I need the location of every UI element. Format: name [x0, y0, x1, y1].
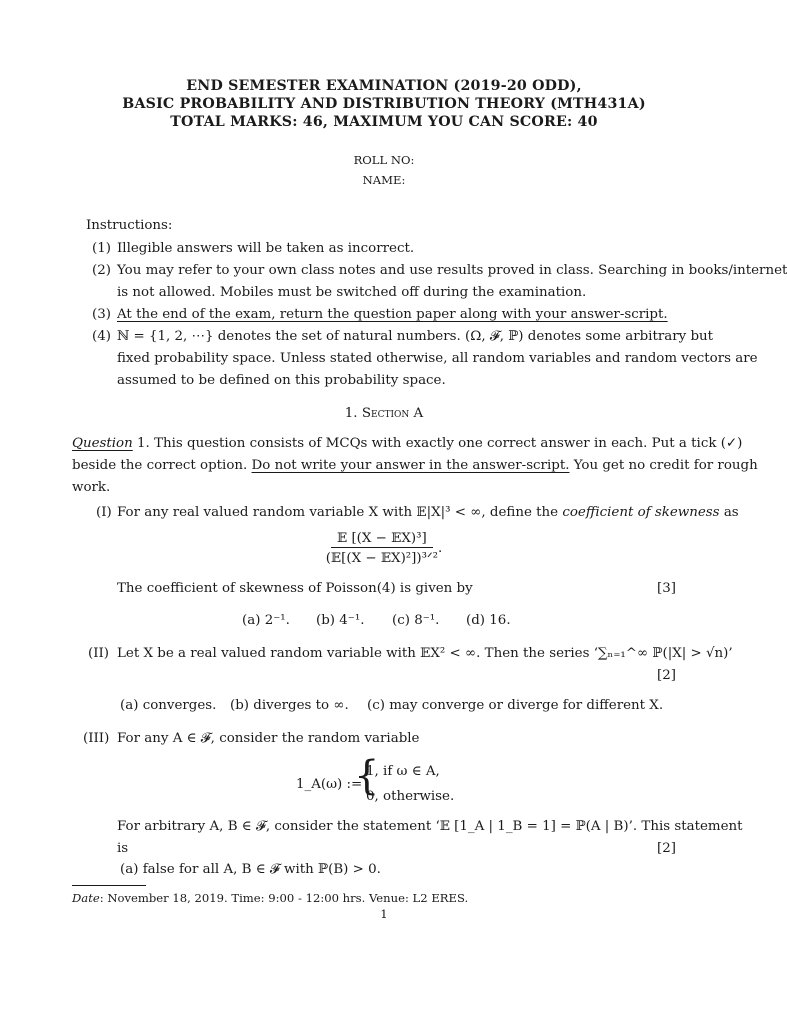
section-number: 1.	[344, 406, 358, 421]
footnote	[72, 891, 468, 905]
left-brace-icon: {	[354, 753, 380, 799]
part-1-text	[117, 505, 739, 520]
indicator-case-2: 0, otherwise.	[366, 789, 455, 804]
formula-denominator: (𝔼[(X − 𝔼X)²])³ᐟ²	[325, 551, 439, 566]
exam-title-line-2: BASIC PROBABILITY AND DISTRIBUTION THEORY (MTH431A)	[122, 96, 646, 112]
option-2b[interactable]: (b) diverges to ∞.	[230, 698, 349, 713]
part-2-text: Let X be a real valued random variable with 𝔼X² < ∞. Then the series ‘∑ₙ₌₁^∞ ℙ(|X| > √n)’	[117, 646, 733, 661]
part-1-label: (I)	[96, 505, 112, 520]
instruction-text: fixed probability space. Unless stated otherwise, all random variables and random vectors are	[117, 351, 758, 366]
part-2-marks: [2]	[657, 668, 676, 683]
formula-numerator: 𝔼 [(X − 𝔼X)³]	[331, 531, 433, 548]
instruction-text: is not allowed. Mobiles must be switched off during the examination.	[117, 285, 587, 300]
question-label: Question	[72, 436, 133, 451]
option-3a[interactable]: (a) false for all A, B ∈ 𝓕 with ℙ(B) > 0.	[120, 862, 381, 877]
instruction-number: (2)	[92, 263, 111, 278]
skewness-formula	[0, 531, 768, 566]
question-intro-text: This question consists of MCQs with exactly one correct answer in each. Put a tick (✓)	[154, 436, 743, 451]
exam-title-line-1: END SEMESTER EXAMINATION (2019-20 ODD),	[186, 78, 582, 94]
question-1-intro-line-1	[72, 436, 742, 451]
page-number: 1	[380, 907, 388, 921]
instruction-text: ℕ = {1, 2, ⋯} denotes the set of natural numbers. (Ω, 𝓕, ℙ) denotes some arbitrary but	[117, 329, 714, 344]
part-3-text: For any A ∈ 𝓕, consider the random variable	[117, 731, 420, 746]
footnote-rule	[72, 885, 146, 886]
part-1-marks: [3]	[657, 581, 676, 596]
footnote-text: : November 18, 2019. Time: 9:00 - 12:00 hrs. Venue: L2 ERES.	[99, 891, 469, 905]
part-3-statement-end: is	[117, 841, 129, 856]
instruction-number: (1)	[92, 241, 111, 256]
roll-no-label: ROLL NO:	[353, 153, 415, 167]
indicator-lhs: 1_A(ω) :=	[296, 777, 363, 792]
option-2c[interactable]: (c) may converge or diverge for different X.	[367, 698, 664, 713]
footnote-date-label: Date	[72, 891, 100, 905]
question-1-intro-line-2	[72, 458, 758, 473]
instruction-text: At the end of the exam, return the question paper along with your answer-script.	[117, 307, 668, 322]
part-1-text-a: For any real valued random variable X with 𝔼|X|³ < ∞, define the	[117, 505, 559, 520]
option-1a[interactable]: (a) 2⁻¹.	[242, 613, 290, 628]
question-number: 1.	[137, 436, 150, 451]
instruction-text: assumed to be defined on this probability space.	[117, 373, 446, 388]
part-3-label: (III)	[83, 731, 110, 746]
question-1-intro-line-3: work.	[72, 480, 111, 495]
part-3-statement: For arbitrary A, B ∈ 𝓕, consider the statement ‘𝔼 [1_A | 1_B = 1] = ℙ(A | B)’. This statement	[117, 819, 743, 834]
option-1d[interactable]: (d) 16.	[466, 613, 511, 628]
option-2a[interactable]: (a) converges.	[120, 698, 217, 713]
skewness-term: coefficient of skewness	[562, 505, 720, 520]
formula-period: .	[438, 541, 443, 556]
question-warning-text: Do not write your answer in the answer-script.	[251, 458, 570, 473]
instruction-text: Illegible answers will be taken as incorrect.	[117, 241, 415, 256]
instruction-number: (4)	[92, 329, 111, 344]
option-1b[interactable]: (b) 4⁻¹.	[316, 613, 365, 628]
section-title: Section A	[361, 406, 424, 421]
part-2-label: (II)	[88, 646, 110, 661]
option-1c[interactable]: (c) 8⁻¹.	[392, 613, 440, 628]
instructions-heading: Instructions:	[86, 218, 173, 233]
instruction-text: You may refer to your own class notes and use results proved in class. Searching in books/internet	[117, 263, 787, 278]
exam-title-line-3: TOTAL MARKS: 46, MAXIMUM YOU CAN SCORE: 40	[170, 114, 598, 130]
instruction-number: (3)	[92, 307, 111, 322]
part-1-question: The coefficient of skewness of Poisson(4) is given by	[117, 581, 473, 596]
question-intro-text: You get no credit for rough	[573, 458, 758, 473]
question-intro-text: beside the correct option.	[72, 458, 248, 473]
name-label: NAME:	[362, 173, 406, 187]
part-3-marks: [2]	[657, 841, 676, 856]
indicator-case-1: 1, if ω ∈ A,	[366, 764, 440, 779]
part-1-text-b: as	[723, 505, 739, 520]
section-heading	[0, 406, 768, 421]
